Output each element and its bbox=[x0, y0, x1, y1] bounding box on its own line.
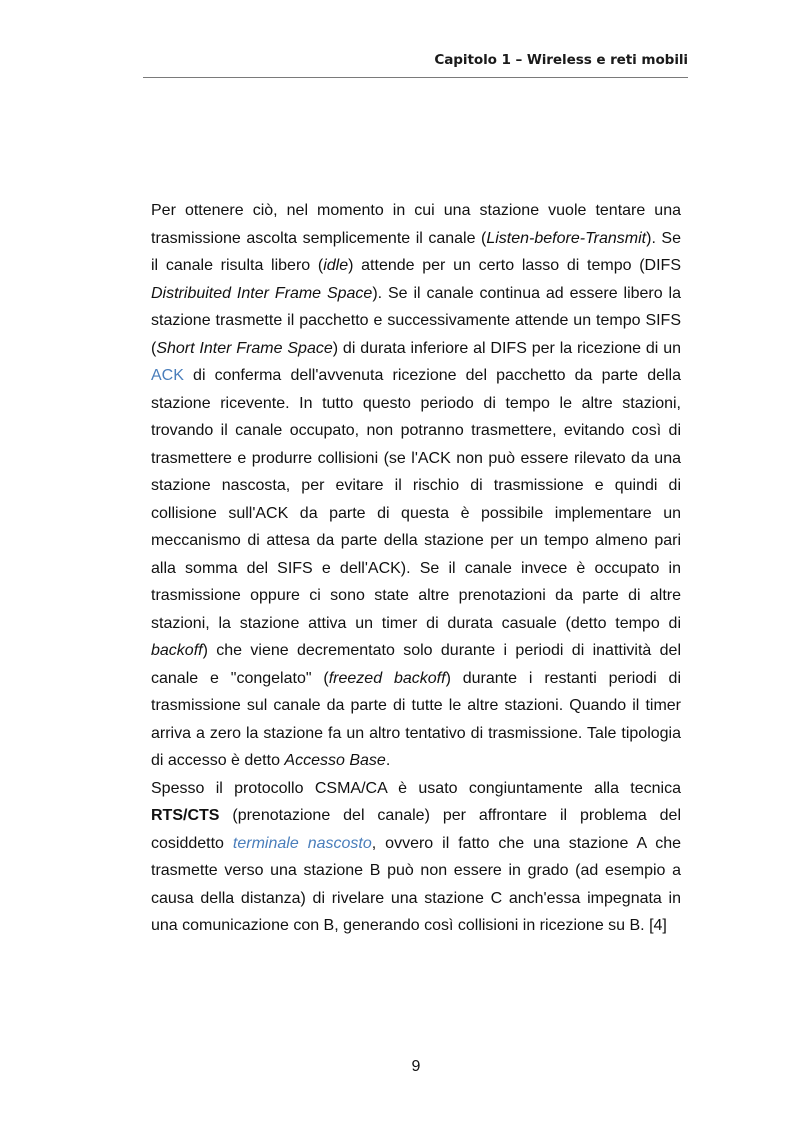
text-run: ) durante i restanti periodi di trasmissione sul canale da parte di tutte le altre stazioni. Quando il timer arriva a zero la stazione fa un altro tentativo di trasmissione. Tale tipologia di accesso è detto bbox=[151, 669, 681, 769]
term-rts-cts: RTS/CTS bbox=[151, 807, 220, 824]
paragraph-rts-cts bbox=[151, 775, 681, 940]
term-idle: idle bbox=[323, 257, 349, 274]
term-backoff: backoff bbox=[151, 642, 203, 659]
text-run: Per ottenere ciò, nel momento in cui una stazione vuole tentare una trasmissione ascolta semplicemente il canale ( bbox=[151, 202, 681, 247]
text-run: ). Se il canale risulta libero ( bbox=[151, 229, 681, 274]
term-listen-before-transmit: Listen-before-Transmit bbox=[486, 229, 647, 247]
term-freezed-backoff: freezed backoff bbox=[328, 669, 446, 687]
text-run: . bbox=[385, 752, 391, 769]
term-sifs: Short Inter Frame Space bbox=[156, 339, 333, 357]
text-run: , ovvero il fatto che una stazione A che trasmette verso una stazione B può non essere in grado (ad esempio a causa della distanza) di rivelare una stazione C anch'essa impegnata in una comunicazione con B, generando così collisioni in ricezione su B. [4] bbox=[151, 834, 682, 934]
ack-link[interactable]: ACK bbox=[151, 367, 184, 384]
text-run: ) che viene decrementato solo durante i periodi di inattività del canale e "congelato" ( bbox=[151, 642, 681, 687]
running-header-title: Capitolo 1 – Wireless e reti mobili bbox=[434, 52, 688, 68]
paragraph-csma-access bbox=[151, 197, 681, 775]
text-run: (prenotazione del canale) per affrontare il problema del cosiddetto bbox=[151, 807, 681, 852]
text-run: ) di durata inferiore al DIFS per la ricezione di un bbox=[332, 339, 682, 357]
text-run: di conferma dell'avvenuta ricezione del pacchetto da parte della stazione ricevente. In tutto questo periodo di tempo le altre stazioni, trovando il canale occupato, non potranno trasmettere, evitando così di trasmettere e produrre collisioni (se l'ACK non può essere rilevato da una stazione nascosta, per evitare il rischio di trasmissione e quindi di collisione sull'ACK da parte di questa è possibile implementare un meccanismo di attesa da parte della stazione per un tempo almeno pari alla somma del SIFS e dell'ACK). Se il canale invece è occupato in trasmissione oppure ci sono state altre prenotazioni da parte di altre stazioni, la stazione attiva un timer di durata casuale (detto tempo di bbox=[151, 367, 681, 632]
main-text bbox=[151, 197, 681, 940]
term-difs: Distribuited Inter Frame Space bbox=[151, 284, 373, 302]
text-run: ). Se il canale continua ad essere libero la stazione trasmette il pacchetto e successivamente attende un tempo SIFS ( bbox=[151, 284, 681, 357]
header-divider bbox=[143, 77, 688, 78]
text-run: ) attende per un certo lasso di tempo (DIFS bbox=[348, 257, 681, 274]
terminale-nascosto-link[interactable]: terminale nascosto bbox=[232, 834, 372, 852]
term-accesso-base: Accesso Base bbox=[284, 752, 386, 769]
text-run: Spesso il protocollo CSMA/CA è usato congiuntamente alla tecnica bbox=[151, 779, 681, 797]
page-number: 9 bbox=[411, 1058, 421, 1075]
